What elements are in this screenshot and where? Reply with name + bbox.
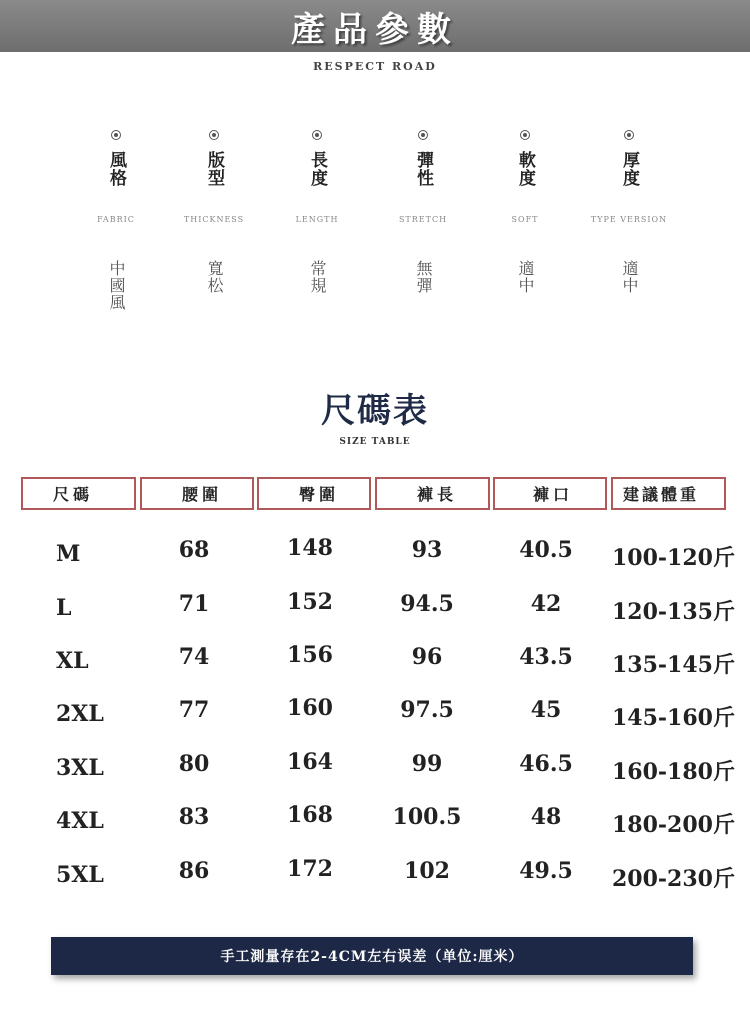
table-row <box>0 749 750 785</box>
param-name: 版型 <box>204 151 224 187</box>
header-weight: 建議體重 <box>611 477 726 510</box>
radio-bullet-icon <box>418 130 428 140</box>
cell-hip: 172 <box>287 856 333 882</box>
cell-waist: 83 <box>178 804 210 830</box>
cell-waist: 80 <box>178 751 210 777</box>
cell-length: 94.5 <box>400 591 454 617</box>
param-length <box>267 130 367 294</box>
param-fit <box>164 130 264 294</box>
cell-hip: 152 <box>287 589 333 615</box>
param-name: 厚度 <box>619 151 639 187</box>
cell-length: 100.5 <box>392 804 462 830</box>
cell-weight: 135-145斤 <box>612 652 735 678</box>
cell-weight: 120-135斤 <box>612 599 735 625</box>
header-pants-length: 褲長 <box>375 477 490 510</box>
cell-weight: 145-160斤 <box>612 705 735 731</box>
cell-waist: 77 <box>178 697 210 723</box>
cell-length: 96 <box>411 644 443 670</box>
table-row <box>0 695 750 731</box>
cell-size: XL <box>56 648 89 674</box>
cell-size: L <box>56 595 72 621</box>
page-subtitle: RESPECT ROAD <box>313 60 437 73</box>
radio-bullet-icon <box>312 130 322 140</box>
param-softness <box>475 130 575 294</box>
measurement-note <box>51 937 693 975</box>
radio-bullet-icon <box>624 130 634 140</box>
param-value: 適中 <box>620 260 639 294</box>
param-name: 長度 <box>307 151 327 187</box>
param-thickness <box>579 130 679 294</box>
cell-hip: 156 <box>287 642 333 668</box>
radio-bullet-icon <box>520 130 530 140</box>
cell-size: 2XL <box>56 701 104 727</box>
table-row <box>0 856 750 892</box>
header-size: 尺碼 <box>21 477 136 510</box>
param-en-label: LENGTH <box>295 215 339 224</box>
param-name: 彈性 <box>413 151 433 187</box>
cell-length: 93 <box>411 537 443 563</box>
cell-weight: 180-200斤 <box>612 812 735 838</box>
cell-hip: 148 <box>287 535 333 561</box>
table-row <box>0 802 750 838</box>
param-en-label: FABRIC <box>97 215 135 224</box>
header-waist: 腰圍 <box>140 477 254 510</box>
size-table-title: 尺碼表 <box>321 391 429 431</box>
header-hip: 臀圍 <box>257 477 371 510</box>
param-en-label: STRETCH <box>398 215 448 224</box>
cell-hip: 164 <box>287 749 333 775</box>
param-name: 軟度 <box>515 151 535 187</box>
cell-length: 97.5 <box>400 697 454 723</box>
radio-bullet-icon <box>209 130 219 140</box>
cell-opening: 48 <box>530 804 562 830</box>
cell-opening: 40.5 <box>519 537 573 563</box>
header-leg-opening: 褲口 <box>493 477 607 510</box>
header-banner <box>0 0 750 52</box>
cell-length: 99 <box>411 751 443 777</box>
table-row <box>0 535 750 571</box>
cell-size: 3XL <box>56 755 104 781</box>
radio-bullet-icon <box>111 130 121 140</box>
param-value: 無彈 <box>414 260 433 294</box>
param-style <box>66 130 166 311</box>
size-table-subtitle: SIZE TABLE <box>339 437 411 447</box>
cell-waist: 71 <box>178 591 210 617</box>
param-name: 風格 <box>106 151 126 187</box>
cell-weight: 100-120斤 <box>612 545 735 571</box>
cell-opening: 45 <box>530 697 562 723</box>
page-title: 產品參數 <box>291 9 459 50</box>
cell-size: 4XL <box>56 808 104 834</box>
cell-weight: 200-230斤 <box>612 866 735 892</box>
param-value: 常規 <box>308 260 327 294</box>
cell-hip: 168 <box>287 802 333 828</box>
table-row <box>0 589 750 625</box>
param-value: 寬松 <box>205 260 224 294</box>
cell-weight: 160-180斤 <box>612 759 735 785</box>
param-en-label: THICKNESS <box>183 215 245 224</box>
param-en-label: TYPE VERSION <box>590 215 668 224</box>
measurement-note-text: 手工測量存在2-4CM左右误差（单位:厘米） <box>220 949 524 965</box>
cell-opening: 43.5 <box>519 644 573 670</box>
cell-size: M <box>56 541 81 567</box>
cell-size: 5XL <box>56 862 104 888</box>
table-row <box>0 642 750 678</box>
param-en-label: SOFT <box>511 215 539 224</box>
param-value: 中國風 <box>107 260 126 311</box>
param-stretch <box>373 130 473 294</box>
cell-opening: 46.5 <box>519 751 573 777</box>
cell-hip: 160 <box>287 695 333 721</box>
cell-length: 102 <box>404 858 450 884</box>
param-value: 適中 <box>516 260 535 294</box>
cell-opening: 49.5 <box>519 858 573 884</box>
cell-opening: 42 <box>530 591 562 617</box>
cell-waist: 74 <box>178 644 210 670</box>
cell-waist: 86 <box>178 858 210 884</box>
cell-waist: 68 <box>178 537 210 563</box>
